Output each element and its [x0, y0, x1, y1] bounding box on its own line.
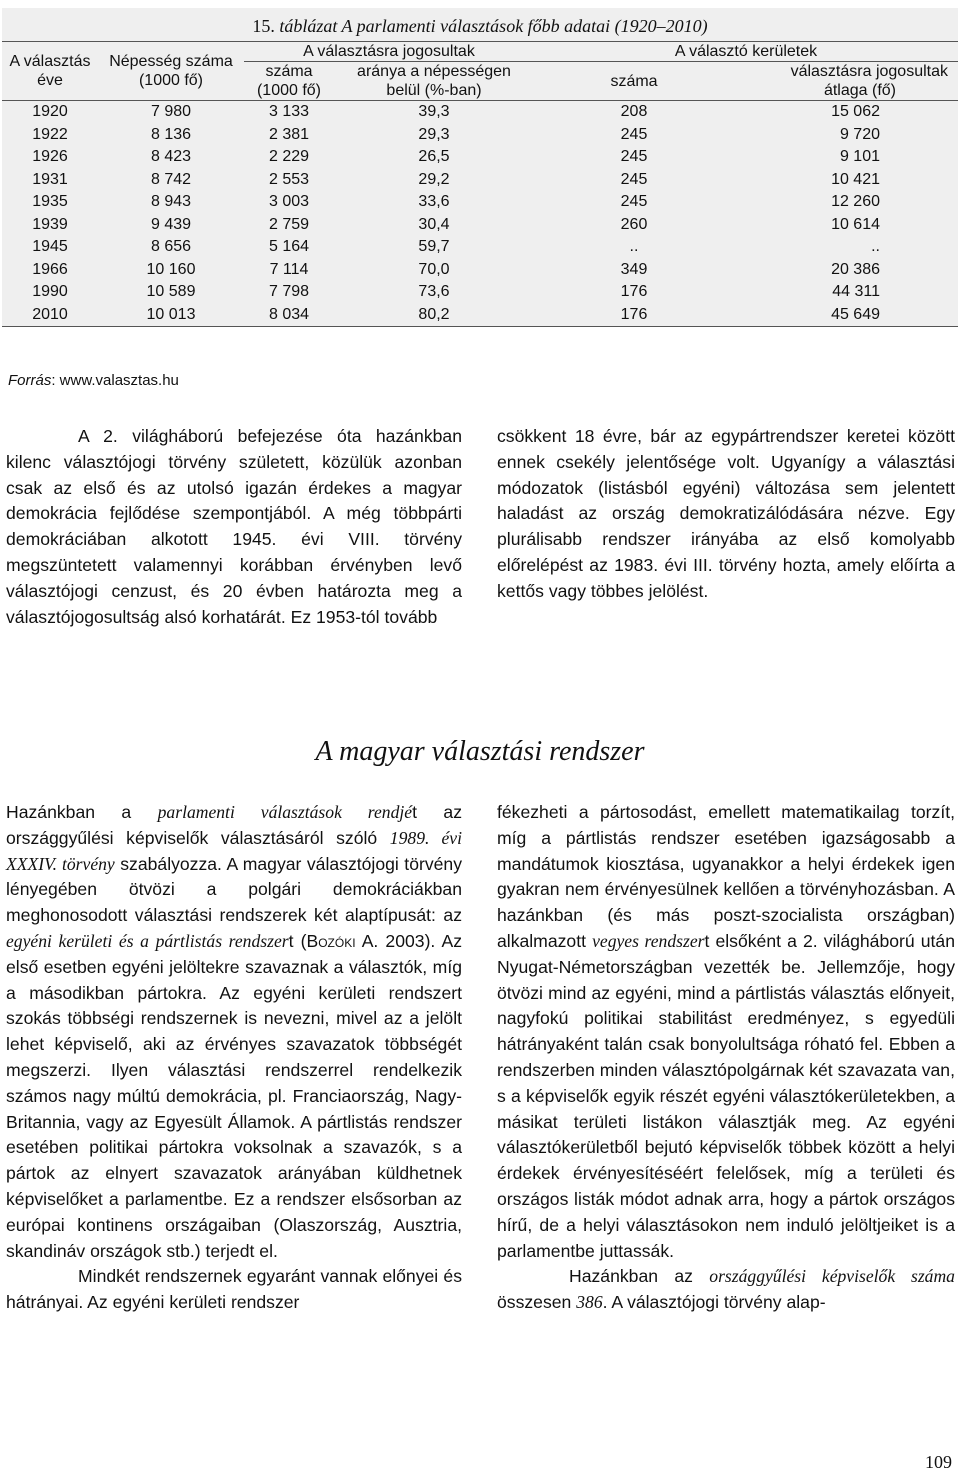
body-paragraph: Mindkét rendszernek egyaránt vannak előnyei és hátrányai. Az egyéni kerületi rendszer [6, 1266, 462, 1313]
body-paragraph: Hazánkban az országgyűlési képviselők száma összesen 386. A választójogi törvény alap- [497, 1266, 955, 1313]
intro-right-column [497, 424, 955, 605]
header-eligible-share: aránya a népességen belül (%-ban) [357, 63, 511, 99]
intro-left-column [6, 424, 462, 630]
election-data-table [2, 41, 958, 327]
page-number: 109 [925, 1452, 952, 1472]
header-year: A választás éve [2, 42, 98, 101]
table-source: Forrás: www.valasztas.hu [8, 372, 179, 389]
intro-paragraph-cont: csökkent 18 évre, bár az egypártrendszer keretei között ennek csekély jelentősége volt. Ugyanígy a választási módozatok (listásból egyéni) változása sem jelentett haladást az ország demokratizálódására nézve. Egy plurálisabb rendszer irányába az első komolyabb előrelépést az 1983. évi III. törvény hozta, amely előírta a kettős vagy többes jelölést. [497, 426, 955, 601]
body-paragraph: Hazánkban a parlamenti választások rendjét az országgyűlési képviselők választásáról szóló 1989. évi XXXIV. törvény szabályozza. A magyar választójogi törvény lényegében ötvözi a polgári demokráciákban meghonosodott választási rendszerek két alaptípusát: az egyéni kerületi és a pártlistás rendszert (Bozóki A. 2003). Az első esetben egyéni jelöltekre szavaznak a választók, míg a másodikban pártokra. Az egyéni kerületi rendszert szokás többségi rendszernek is nevezni, mivel az a jelölt lehet képviselő, aki az érvényes szavazatok többségét megszerzi. Ilyen választási rendszerrel rendelkezik számos nagy múltú demokrácia, pl. Franciaország, Nagy-Britannia, vagy az Egyesült Államok. A pártlistás rendszer esetében politikai pártokra voksolnak a szavazók, s a pártok az elnyert szavazatok arányában küldhetnek képviselőket a parlamentbe. Ez a rendszer elsősorban az európai kontinens országaiban (Olaszország, Ausztria, skandináv országok stb.) terjedt el. [6, 802, 462, 1261]
section-title: A magyar választási rendszer [315, 736, 645, 767]
header-eligible-count: száma (1000 fő) [256, 63, 322, 99]
intro-paragraph: A 2. világháború befejezése óta hazánkban kilenc választójogi törvény született, közülük azonban csak az első és az utolsó igazán érdekes a magyar demokrácia fejlődése szempontjából. A még többpárti demokráciában alkotott 1945. évi VIII. törvény megszüntetett valamennyi korábban érvényben levő választójogi cenzust, és 20 évben határozta meg a választójogosultság alsó korhatárát. Ez 1953-tól tovább [6, 426, 462, 627]
caption-title: A parlamenti választások főbb adatai (1920–2010) [341, 16, 708, 36]
caption-label: táblázat [279, 16, 338, 36]
header-district-avg: választásra jogosultak átlaga (fő) [790, 63, 948, 99]
table-row: 1926 8 423 2 229 26,5 245 9 101 [32, 148, 880, 165]
table-row: 1990 10 589 7 798 73,6 176 44 311 [32, 283, 880, 300]
header-district-count: száma [610, 72, 658, 90]
election-data-table-block [2, 8, 958, 327]
table-row: 1920 7 980 3 133 39,3 208 15 062 [32, 103, 880, 120]
table-row: 2010 10 013 8 034 80,2 176 45 649 [2, 304, 958, 327]
table-caption [2, 8, 958, 41]
table-row: 1931 8 742 2 553 29,2 245 10 421 [32, 170, 880, 188]
header-eligible-group: A választásra jogosultak [244, 42, 534, 62]
table-row: 1945 8 656 5 164 59,7 .. .. [32, 238, 880, 255]
table-row: 1966 10 160 7 114 70,0 349 20 386 [32, 260, 880, 278]
body-paragraph: fékezheti a pártosodást, emellett matematikailag torzít, míg a pártlistás rendszer esetében igazságosabb a mandátumok kiosztása, ugyanakkor a helyi érdekek igen gyakran nem érvényesülnek kellően a törvényhozásban. A hazánkban (és más poszt-szocialista országban) alkalmazott vegyes rendszert elsőként a 2. világháború után Nyugat-Németországban vezették be. Jellemzője, hogy ötvözi mind az egyéni, mind a pártlistás választás előnyeit, nagyfokú politikai stabilitást eredményez, s egyedüli hátrányaként talán csak bonyolultsága róható fel. Ebben a rendszerben minden választópolgárnak két szavazata van, s a képviselők egyik részét egyéni választókerületekben, a másikat területi listákon választják meg. Az egyéni választókerületből bejutó képviselők többek között a helyi érdekek érvényesítéséért felelősek, míg a területi és országos listák módot adnak arra, hogy a pártok országos hírű, de a helyi választásokon nem induló jelöltjeiket is a parlamentbe juttassák. [497, 802, 955, 1261]
table-row: 1935 8 943 3 003 33,6 245 12 260 [32, 193, 880, 210]
body-right-column [497, 800, 955, 1316]
table-row: 1922 8 136 2 381 29,3 245 9 720 [32, 125, 880, 143]
header-districts-group: A választó kerületek [534, 42, 958, 62]
table-row: 1939 9 439 2 759 30,4 260 10 614 [32, 215, 880, 233]
caption-number: 15. [252, 16, 275, 36]
body-left-column [6, 800, 462, 1316]
header-population: Népesség száma (1000 fő) [98, 42, 244, 101]
